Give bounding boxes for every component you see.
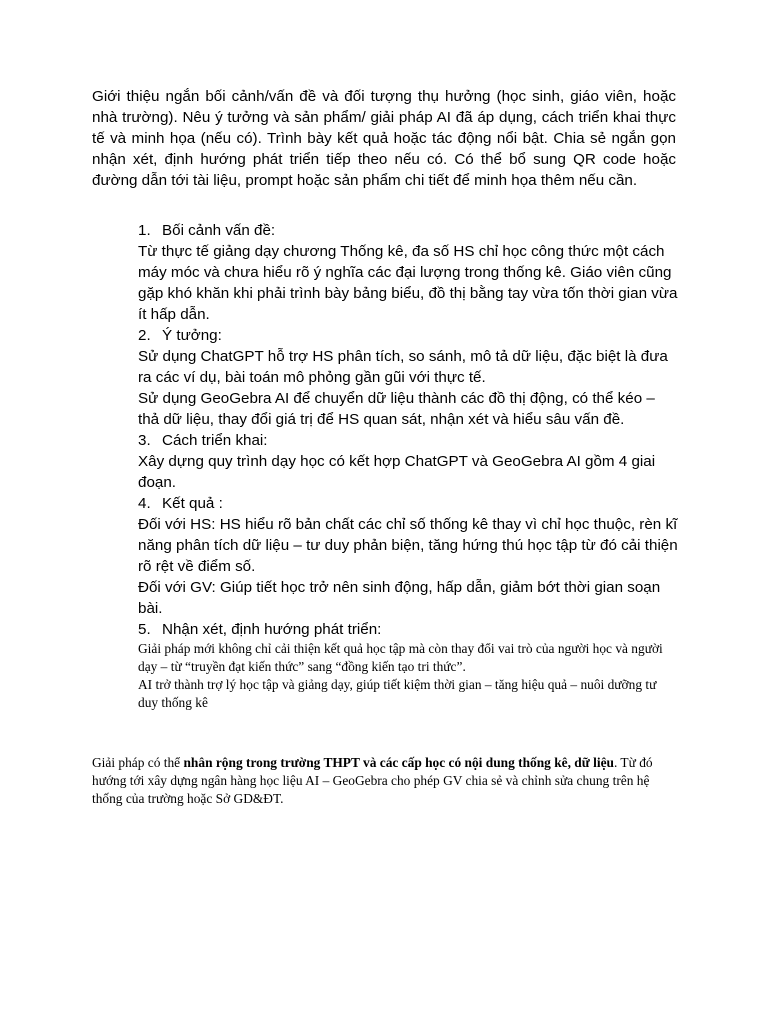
section-title: Bối cảnh vấn đề: [162,222,276,239]
section-title: Kết quả : [162,495,223,512]
section-paragraph: Xây dựng quy trình dạy học có kết hợp ChatGPT và GeoGebra AI gồm 4 giai đoạn. [138,453,656,491]
section-paragraph: Giải pháp mới không chỉ cải thiện kết quả học tập mà còn thay đổi vai trò của người học và người dạy – từ “truyền đạt kiến thức” sang “đồng kiến tạo tri thức”. [138,641,663,674]
section-3 [138,430,678,493]
section-heading [138,220,678,241]
section-number: 4. [138,495,151,512]
intro-paragraph: Giới thiệu ngắn bối cảnh/vấn đề và đối tượng thụ hưởng (học sinh, giáo viên, hoặc nhà trường). Nêu ý tưởng và sản phẩm/ giải pháp AI đã áp dụng, cách triển khai thực tế và minh họa (nếu có). Trình bày kết quả hoặc tác động nổi bật. Chia sẻ ngắn gọn nhận xét, định hướng phát triển tiếp theo nếu có. Có thể bổ sung QR code hoặc đường dẫn tới tài liệu, prompt hoặc sản phẩm chi tiết để minh họa thêm nếu cần. [92,88,676,189]
section-heading [138,619,678,640]
section-heading [138,493,678,514]
numbered-list [138,220,678,712]
closing-bold-text: nhân rộng trong trường THPT và các cấp học có nội dung thống kê, dữ liệu [183,755,614,770]
section-heading [138,325,678,346]
section-title: Ý tưởng: [162,327,222,344]
section-paragraph: Sử dụng GeoGebra AI để chuyển dữ liệu thành các đồ thị động, có thể kéo – thả dữ liệu, thay đổi giá trị để HS quan sát, nhận xét và hiểu sâu vấn đề. [138,390,655,428]
section-title: Nhận xét, định hướng phát triển: [162,621,382,638]
section-1 [138,220,678,325]
section-2 [138,325,678,430]
closing-lead: Giải pháp có thể [92,755,184,770]
section-heading [138,430,678,451]
closing-rest: . Từ đó hướng tới xây dựng ngân hàng học liệu AI – GeoGebra cho phép GV chia sẻ và chỉnh sửa chung trên hệ thống của trường hoặc Sở GD&ĐT. [92,755,653,806]
section-number: 2. [138,327,151,344]
closing-paragraph [92,754,672,808]
section-number: 5. [138,621,151,638]
section-paragraph: Đối với GV: Giúp tiết học trở nên sinh động, hấp dẫn, giảm bớt thời gian soạn bài. [138,579,661,617]
section-paragraph: Từ thực tế giảng dạy chương Thống kê, đa số HS chỉ học công thức một cách máy móc và chưa hiểu rõ ý nghĩa các đại lượng trong thống kê. Giáo viên cũng gặp khó khăn khi phải trình bày bảng biểu, đồ thị bằng tay vừa tốn thời gian vừa ít hấp dẫn. [138,243,678,323]
section-5 [138,619,678,712]
section-number: 1. [138,222,151,239]
section-body-serif [138,640,678,712]
section-number: 3. [138,432,151,449]
section-title: Cách triển khai: [162,432,268,449]
section-paragraph: AI trở thành trợ lý học tập và giảng dạy, giúp tiết kiệm thời gian – tăng hiệu quả – nuôi dưỡng tư duy thống kê [138,677,657,710]
section-4 [138,493,678,619]
section-paragraph: Đối với HS: HS hiểu rõ bản chất các chỉ số thống kê thay vì chỉ học thuộc, rèn kĩ năng phân tích dữ liệu – tư duy phản biện, tăng hứng thú học tập từ đó cải thiện rõ rệt về điểm số. [138,516,678,575]
section-paragraph: Sử dụng ChatGPT hỗ trợ HS phân tích, so sánh, mô tả dữ liệu, đặc biệt là đưa ra các ví dụ, bài toán mô phỏng gần gũi với thực tế. [138,348,668,386]
